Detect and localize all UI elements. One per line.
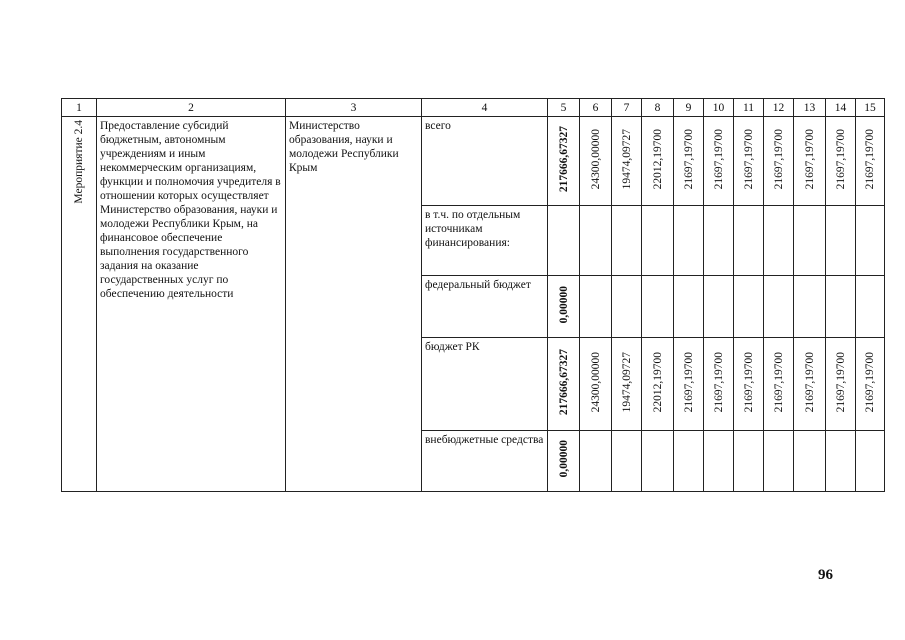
page-number: 96 (818, 567, 833, 583)
value-cell (734, 276, 764, 338)
value-cell: 21697,19700 (682, 128, 695, 190)
event-cell (62, 117, 97, 492)
row-label: внебюджетные средства (422, 431, 548, 492)
value-cell: 21697,19700 (803, 128, 816, 190)
value-cell: 21697,19700 (834, 351, 847, 413)
header-cell: 3 (286, 99, 422, 117)
budget-table (61, 98, 885, 492)
value-cell: 0,00000 (557, 285, 570, 324)
value-cell (826, 276, 856, 338)
value-cell (580, 276, 612, 338)
header-cell: 7 (612, 99, 642, 117)
event-label: Мероприятие 2.4 (73, 120, 85, 204)
value-cell: 21697,19700 (772, 128, 785, 190)
header-cell: 12 (764, 99, 794, 117)
value-cell: 21697,19700 (864, 128, 876, 190)
value-cell (826, 431, 856, 492)
header-row (62, 99, 885, 117)
value-cell: 21697,19700 (742, 351, 755, 413)
value-cell (734, 431, 764, 492)
value-cell: 24300,00000 (589, 351, 602, 413)
value-cell (704, 276, 734, 338)
value-cell: 21697,19700 (712, 351, 725, 413)
value-cell (642, 206, 674, 276)
value-cell (734, 206, 764, 276)
value-cell (826, 206, 856, 276)
value-cell (794, 276, 826, 338)
value-cell (580, 206, 612, 276)
row-label: федеральный бюджет (422, 276, 548, 338)
value-cell (612, 276, 642, 338)
value-cell: 21697,19700 (742, 128, 755, 190)
value-cell: 24300,00000 (589, 128, 602, 190)
header-cell: 15 (856, 99, 885, 117)
value-cell: 22012,19700 (651, 128, 664, 190)
value-cell (794, 206, 826, 276)
value-cell: 21697,19700 (682, 351, 695, 413)
value-cell (612, 431, 642, 492)
header-cell: 10 (704, 99, 734, 117)
value-cell: 19474,09727 (620, 128, 633, 190)
header-cell: 4 (422, 99, 548, 117)
value-cell: 0,00000 (557, 440, 570, 478)
header-cell: 14 (826, 99, 856, 117)
value-cell: 19474,09727 (620, 351, 633, 413)
value-cell: 21697,19700 (864, 351, 876, 413)
value-cell (674, 431, 704, 492)
value-cell: 21697,19700 (803, 351, 816, 413)
value-cell (674, 276, 704, 338)
header-cell: 1 (62, 99, 97, 117)
value-cell (856, 206, 885, 276)
header-cell: 11 (734, 99, 764, 117)
row-label: бюджет РК (422, 338, 548, 431)
header-cell: 13 (794, 99, 826, 117)
value-cell (580, 431, 612, 492)
value-cell (704, 206, 734, 276)
value-cell (674, 206, 704, 276)
value-cell (764, 431, 794, 492)
description-cell: Предоставление субсидий бюджетным, автономным учреждениям и иным некоммерческим организациям, функции и полномочия учредителя в отношении которых осуществляет Министерство образования, науки и молодежи Республики Крым, на финансовое обеспечение выполнения государственного задания на оказание государственных услуг по обеспечению деятельности (97, 117, 286, 492)
value-cell: 21697,19700 (834, 128, 847, 190)
executor-cell: Министерство образования, науки и молодежи Республики Крым (286, 117, 422, 492)
value-cell (548, 206, 580, 276)
row-label: всего (422, 117, 548, 206)
value-cell (764, 206, 794, 276)
value-cell (612, 206, 642, 276)
value-cell: 217666,67327 (557, 125, 570, 193)
header-cell: 6 (580, 99, 612, 117)
value-cell (856, 276, 885, 338)
value-cell (642, 431, 674, 492)
value-cell (642, 276, 674, 338)
table-row (62, 117, 885, 206)
value-cell (764, 276, 794, 338)
value-cell (794, 431, 826, 492)
value-cell: 21697,19700 (712, 128, 725, 190)
row-label: в т.ч. по отдельным источникам финансирования: (422, 206, 548, 276)
header-cell: 8 (642, 99, 674, 117)
value-cell (856, 431, 885, 492)
header-cell: 9 (674, 99, 704, 117)
value-cell: 21697,19700 (772, 351, 785, 413)
value-cell: 217666,67327 (557, 348, 570, 416)
header-cell: 5 (548, 99, 580, 117)
header-cell: 2 (97, 99, 286, 117)
value-cell: 22012,19700 (651, 351, 664, 413)
value-cell (704, 431, 734, 492)
